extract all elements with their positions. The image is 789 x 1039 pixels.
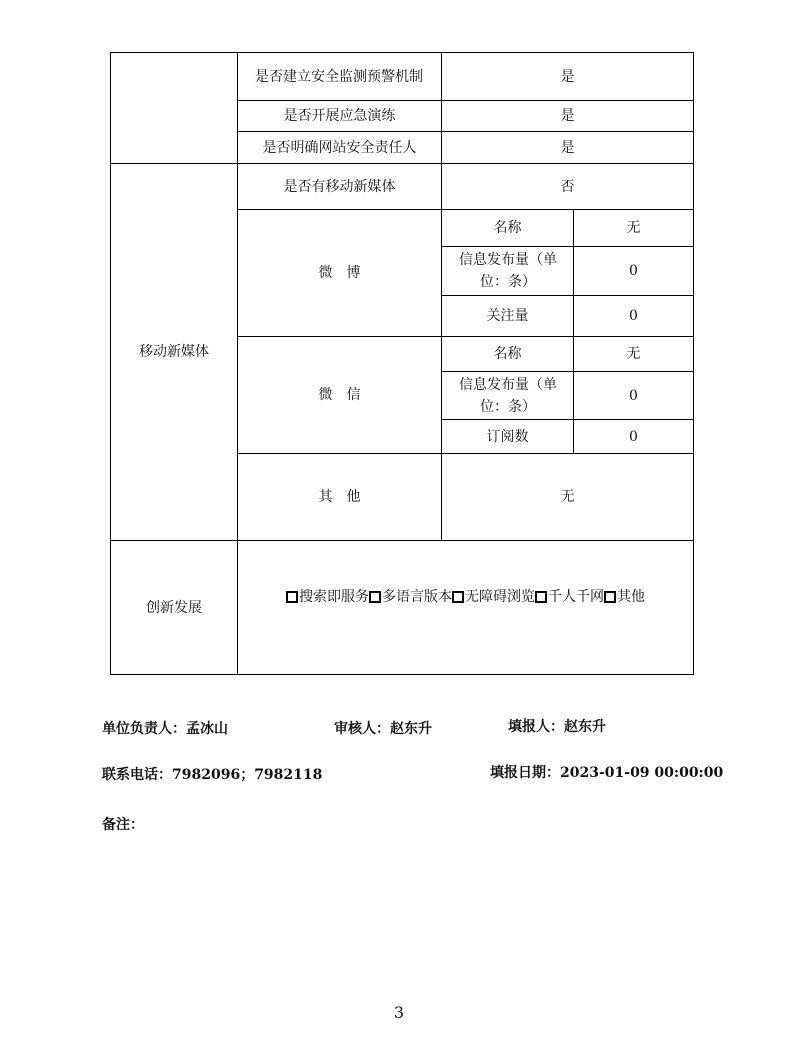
weibo-posts-value: 0: [629, 263, 638, 279]
filler: 填报人：赵东升: [508, 719, 606, 735]
wechat-label: 微 信: [318, 387, 361, 403]
weibo-name-value: 无: [626, 220, 641, 236]
weibo-followers-value: 0: [629, 308, 638, 324]
mobile-media-section-label: 移动新媒体: [139, 344, 209, 360]
innovation-option[interactable]: 无障碍浏览: [452, 586, 535, 608]
weibo-name-label: 名称: [493, 220, 522, 236]
innovation-option[interactable]: 其他: [604, 586, 645, 608]
has-mobile-media-value: 否: [560, 178, 575, 195]
wechat-name-label: 名称: [493, 346, 522, 362]
reviewer: 审核人：赵东升: [334, 721, 432, 737]
innovation-options: [238, 541, 693, 653]
weibo-posts-label: 信息发布量（单位：条）: [459, 252, 557, 290]
fill-date-value: 2023-01-09 00:00:00: [560, 765, 724, 781]
emergency-drill-value: 是: [560, 108, 575, 124]
wechat-posts-label: 信息发布量（单位：条）: [459, 376, 557, 415]
innovation-option[interactable]: 搜索即服务: [286, 586, 369, 608]
weibo-label: 微 博: [318, 265, 361, 281]
checkbox-icon[interactable]: [452, 591, 464, 603]
checkbox-icon[interactable]: [535, 591, 547, 603]
wechat-name-value: 无: [626, 346, 641, 362]
innovation-option[interactable]: 多语言版本: [369, 586, 452, 608]
wechat-subscribers-label: 订阅数: [486, 428, 529, 445]
security-responsible-value: 是: [560, 139, 575, 156]
warning-mechanism-label: 是否建立安全监测预警机制: [255, 68, 423, 85]
emergency-drill-label: 是否开展应急演练: [283, 108, 396, 124]
remarks-label: 备注：: [102, 817, 144, 833]
security-responsible-label: 是否明确网站安全责任人: [262, 139, 417, 156]
checkbox-icon[interactable]: [369, 591, 381, 603]
warning-mechanism-value: 是: [560, 68, 575, 85]
filler-name: 赵东升: [564, 719, 606, 735]
wechat-posts-value: 0: [629, 387, 638, 404]
other-media-label: 其 他: [318, 489, 361, 505]
has-mobile-media-label: 是否有移动新媒体: [283, 178, 396, 195]
innovation-option[interactable]: 千人千网: [535, 586, 604, 608]
fill-date: 填报日期：2023-01-09 00:00:00: [490, 765, 724, 781]
contact-phone: 联系电话：7982096；7982118: [102, 767, 323, 783]
checkbox-icon[interactable]: [286, 591, 298, 603]
weibo-followers-label: 关注量: [486, 308, 529, 324]
page-number: 3: [393, 1003, 405, 1022]
contact-phone-value: 7982096；7982118: [172, 767, 323, 783]
unit-head-name: 孟冰山: [186, 721, 228, 737]
other-media-value: 无: [560, 489, 575, 505]
reviewer-name: 赵东升: [390, 721, 432, 737]
unit-head: 单位负责人：孟冰山: [102, 721, 228, 737]
wechat-subscribers-value: 0: [629, 428, 638, 445]
innovation-label: 创新发展: [146, 599, 202, 616]
checkbox-icon[interactable]: [604, 591, 616, 603]
